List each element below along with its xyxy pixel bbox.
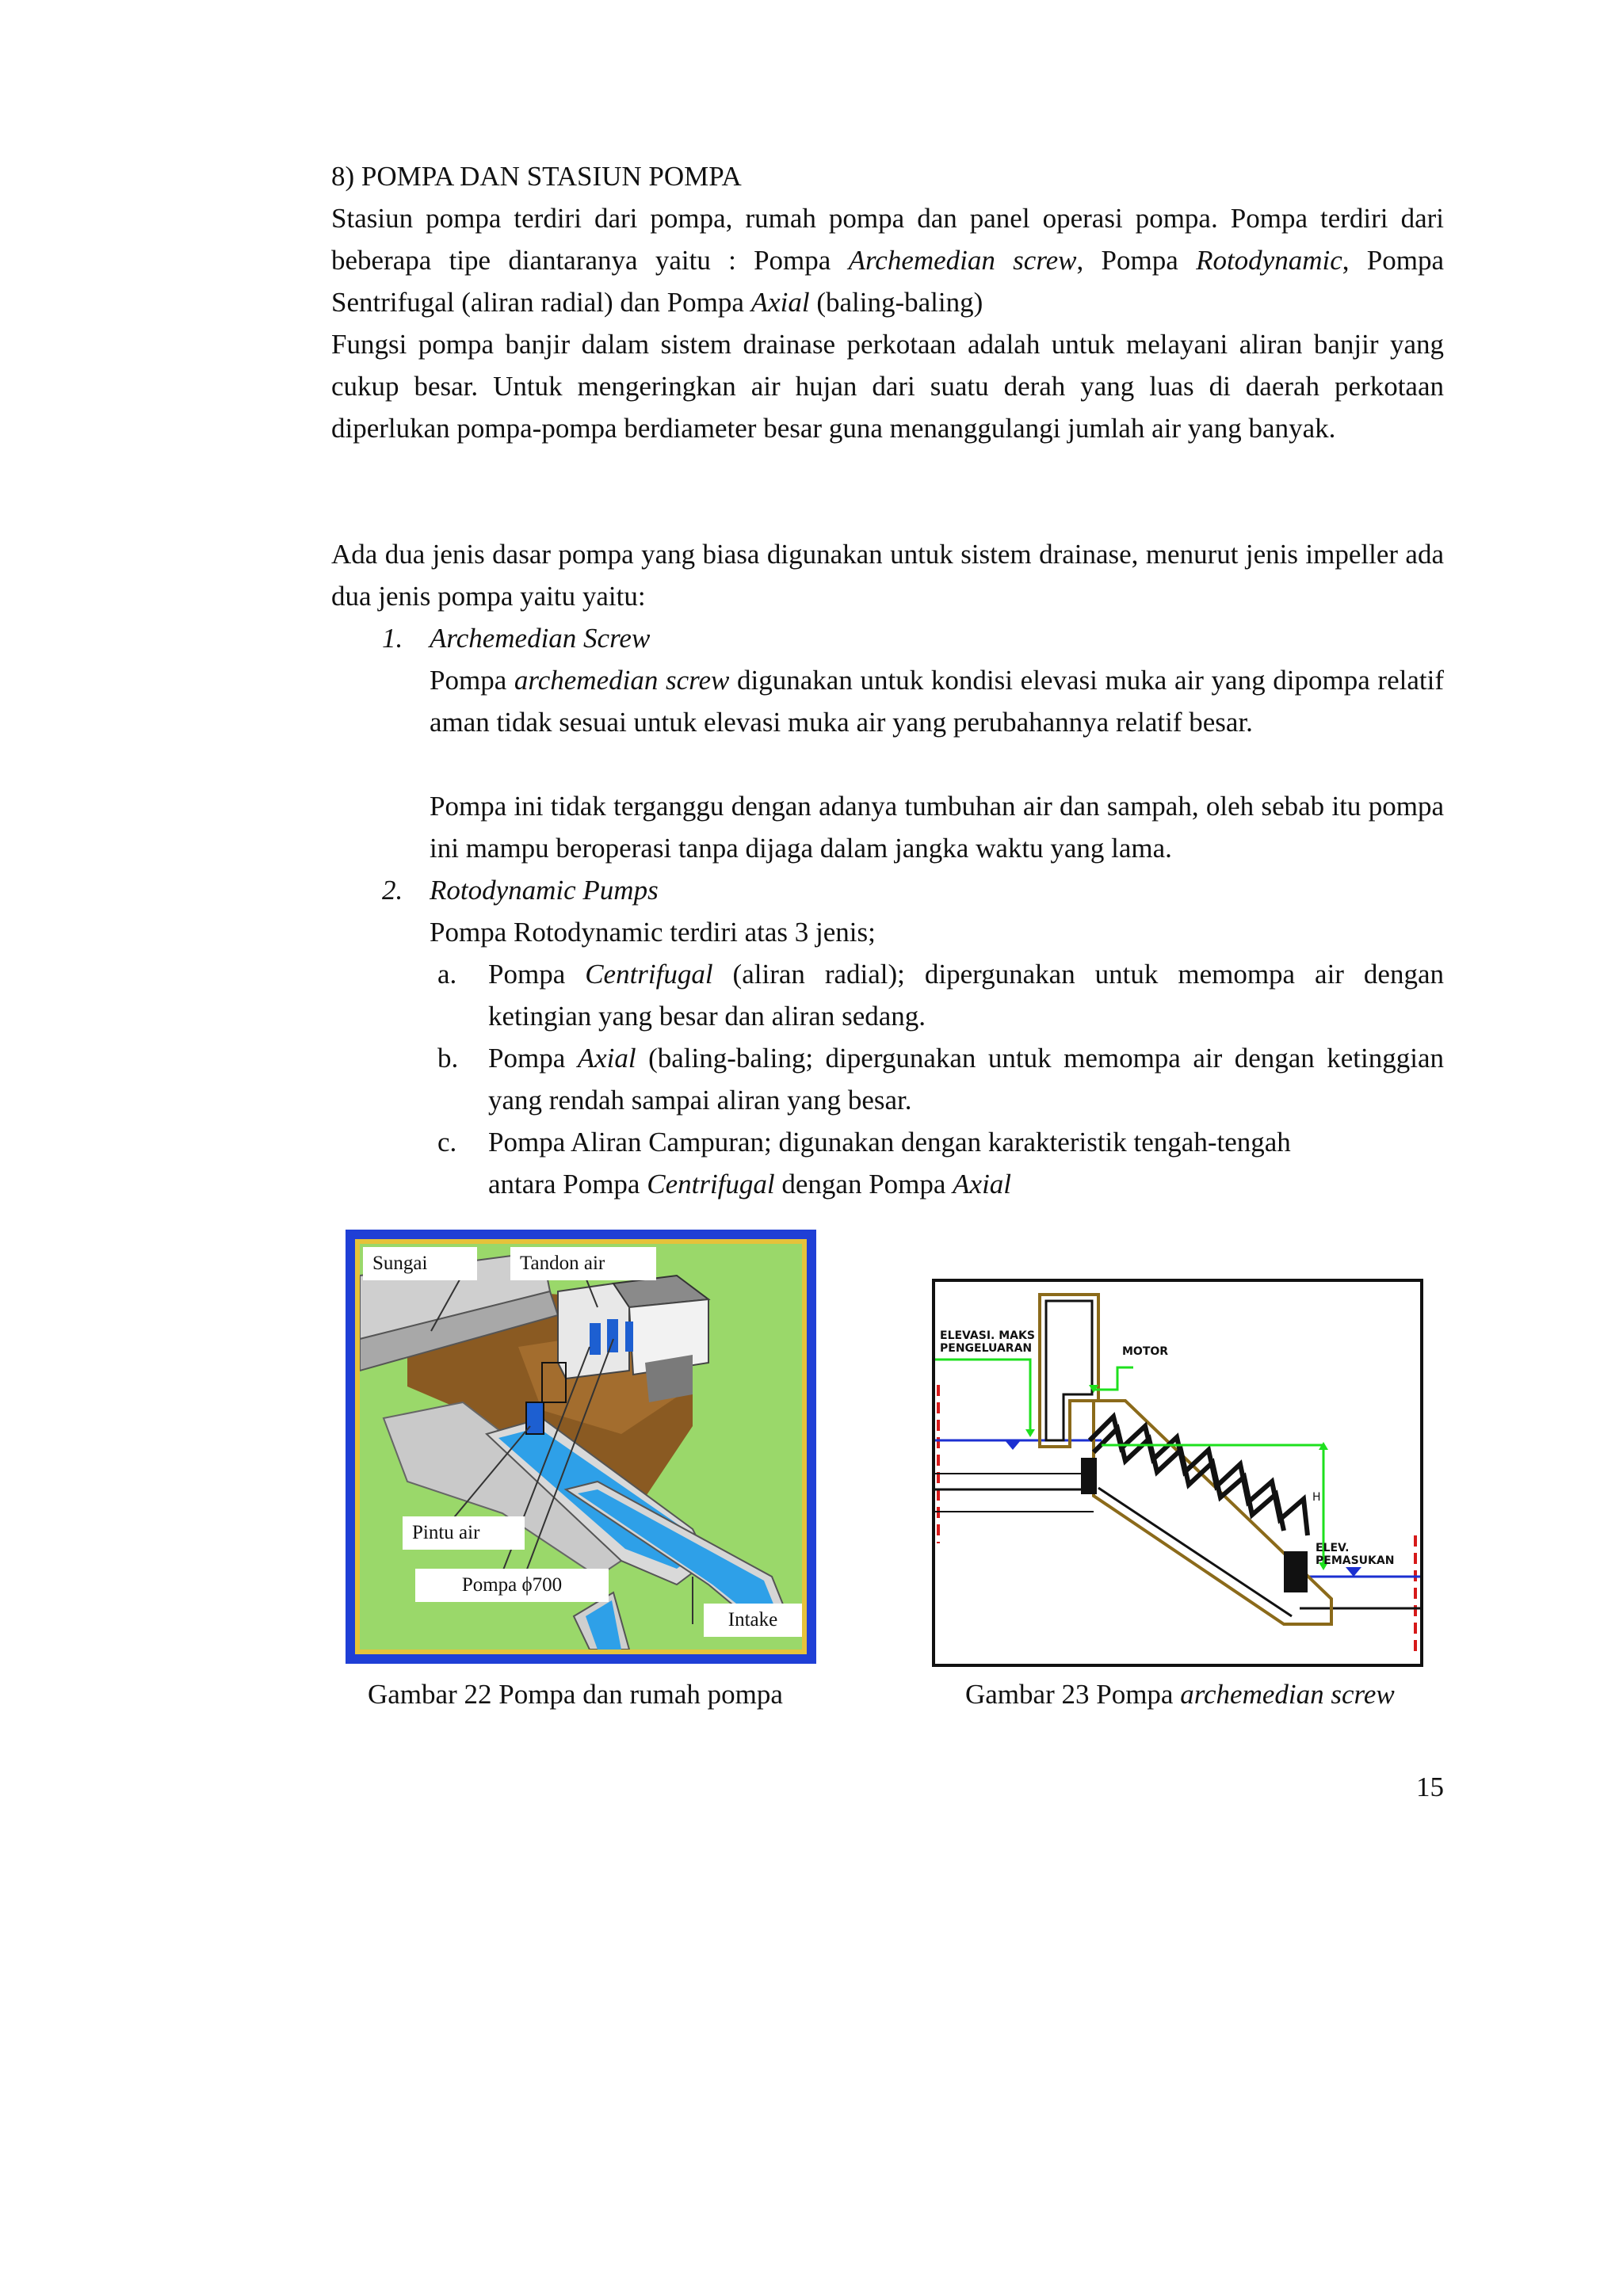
paragraph-text: , Pompa Sentrifugal (aliran radial) dan Pompa xyxy=(331,245,1444,318)
list-number: 2. xyxy=(382,875,403,906)
emphasis-text: Axial xyxy=(577,1043,636,1074)
list-number: 1. xyxy=(382,623,403,654)
label-intake: Intake xyxy=(704,1604,802,1637)
centrifugal-description xyxy=(488,953,1444,1037)
axial-description xyxy=(488,1037,1444,1121)
emphasis-text: Axial xyxy=(750,287,810,318)
emphasis-text: archemedian screw xyxy=(514,665,730,696)
emphasis-text: Centrifugal xyxy=(647,1169,775,1199)
figure-pump-house-illustration xyxy=(355,1239,807,1654)
paragraph-text: Pompa xyxy=(430,665,514,696)
label-motor: MOTOR xyxy=(1122,1345,1169,1358)
paragraph-text: digunakan untuk kondisi elevasi muka air yang dipompa relatif aman tidak sesuai untuk elevasi muka air yang perubahannya relatif besar. xyxy=(430,665,1444,738)
paragraph-text: dengan Pompa xyxy=(774,1169,953,1199)
emphasis-text: Rotodynamic xyxy=(1196,245,1342,276)
archemedian-note: Pompa ini tidak terganggu dengan adanya tumbuhan air dan sampah, oleh sebab itu pompa ini mampu beroperasi tanpa dijaga dalam jangka waktu yang lama. xyxy=(430,791,1444,864)
label-h: H xyxy=(1312,1491,1321,1504)
list-title-rotodynamic: Rotodynamic Pumps xyxy=(430,875,659,906)
label-elev-pemasukan: ELEV. PEMASUKAN xyxy=(1316,1542,1395,1567)
label-pintu-air: Pintu air xyxy=(403,1516,525,1550)
mixed-flow-line2 xyxy=(488,1163,1011,1205)
emphasis-text: Archemedian screw xyxy=(848,245,1077,276)
page-number: 15 xyxy=(1416,1772,1444,1802)
archemedian-description xyxy=(430,659,1444,743)
sub-letter: a. xyxy=(437,959,457,990)
paragraph-text: (baling-baling; dipergunakan untuk memompa air dengan ketinggian yang rendah sampai aliran yang besar. xyxy=(488,1043,1444,1116)
paragraph-text: Stasiun pompa terdiri dari pompa, rumah pompa dan panel operasi pompa. Pompa terdiri dari beberapa tipe diantaranya yaitu : Pompa xyxy=(331,203,1444,276)
emphasis-text: archemedian screw xyxy=(1180,1679,1395,1710)
label-elevasi-maks: ELEVASI. MAKS xyxy=(940,1329,1035,1342)
paragraph-text: , Pompa xyxy=(1076,245,1197,276)
emphasis-text: Axial xyxy=(953,1169,1012,1199)
label-pengeluaran: PENGELUARAN xyxy=(940,1342,1033,1355)
rotodynamic-intro: Pompa Rotodynamic terdiri atas 3 jenis; xyxy=(430,917,876,948)
paragraph-text: antara Pompa xyxy=(488,1169,647,1199)
label-pompa: Pompa ϕ700 xyxy=(415,1569,609,1602)
label-tandon-air: Tandon air xyxy=(510,1247,656,1280)
paragraph-intro xyxy=(331,197,1444,323)
caption-figure-22: Gambar 22 Pompa dan rumah pompa xyxy=(368,1679,783,1710)
list-title-archemedian: Archemedian Screw xyxy=(430,623,651,654)
paragraph-types: Ada dua jenis dasar pompa yang biasa digunakan untuk sistem drainase, menurut jenis impeller ada dua jenis pompa yaitu yaitu: xyxy=(331,539,1444,612)
sub-letter: b. xyxy=(437,1043,459,1074)
paragraph-text: Pompa xyxy=(488,959,586,990)
paragraph-function: Fungsi pompa banjir dalam sistem drainase perkotaan adalah untuk melayani aliran banjir yang cukup besar. Untuk mengeringkan air hujan dari suatu derah yang luas di daerah perkotaan diperlukan pompa-pompa berdiameter besar guna menanggulangi jumlah air yang banyak. xyxy=(331,329,1444,444)
emphasis-text: Centrifugal xyxy=(585,959,713,990)
paragraph-text: (baling-baling) xyxy=(809,287,983,318)
figure-archemedian-screw xyxy=(932,1279,1423,1667)
sub-letter: c. xyxy=(437,1127,457,1158)
caption-text: Gambar 23 Pompa xyxy=(965,1679,1181,1710)
mixed-flow-line1: Pompa Aliran Campuran; digunakan dengan karakteristik tengah-tengah xyxy=(488,1127,1291,1158)
caption-figure-23 xyxy=(965,1673,1395,1715)
section-heading: 8) POMPA DAN STASIUN POMPA xyxy=(331,161,742,192)
paragraph-text: Pompa xyxy=(488,1043,578,1074)
paragraph-text: (aliran radial); dipergunakan untuk memompa air dengan ketingian yang besar dan aliran sedang. xyxy=(488,959,1444,1032)
figure-pump-house xyxy=(346,1230,816,1664)
label-sungai: Sungai xyxy=(363,1247,477,1280)
